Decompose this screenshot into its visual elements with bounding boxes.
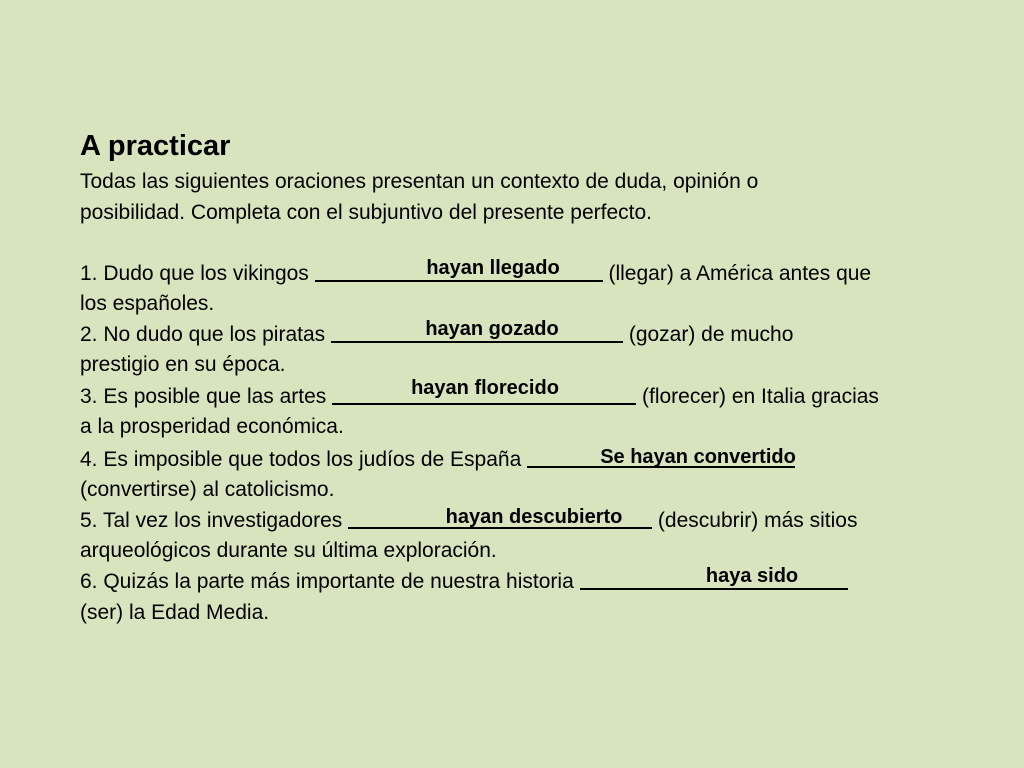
item-3-text-after: (florecer) en Italia gracias	[636, 385, 879, 408]
item-5-text-before: 5. Tal vez los investigadores	[80, 509, 349, 532]
item-6-text-before: 6. Quizás la parte más importante de nuestra historia	[80, 570, 580, 593]
instructions-line-1: Todas las siguientes oraciones presentan un contexto de duda, opinión o	[80, 170, 759, 193]
item-6-answer: haya sido	[705, 565, 799, 587]
item-1-text-before: 1. Dudo que los vikingos	[80, 262, 315, 285]
item-1-continuation: los españoles.	[80, 292, 215, 315]
item-1-text-after: (llegar) a América antes que	[602, 262, 872, 285]
item-6-continuation: (ser) la Edad Media.	[80, 601, 270, 624]
slide-title: A practicar	[80, 130, 231, 162]
item-4-answer: Se hayan convertido	[600, 446, 796, 468]
item-5-answer: hayan descubierto	[445, 506, 623, 528]
item-3-text-before: 3. Es posible que las artes	[80, 385, 333, 408]
item-3-answer: hayan florecido	[411, 377, 559, 399]
item-4-text-before: 4. Es imposible que todos los judíos de España	[80, 448, 528, 471]
item-4-continuation: (convertirse) al catolicismo.	[80, 478, 335, 501]
instructions-line-2: posibilidad. Completa con el subjuntivo del presente perfecto.	[80, 201, 653, 224]
item-2-answer: hayan gozado	[425, 318, 559, 340]
item-5-text-after: (descubrir) más sitios	[652, 509, 858, 532]
item-2-continuation: prestigio en su época.	[80, 353, 286, 376]
item-2-text-after: (gozar) de mucho	[623, 323, 794, 346]
item-5-continuation: arqueológicos durante su última exploración.	[80, 539, 497, 562]
item-2-text-before: 2. No dudo que los piratas	[80, 323, 331, 346]
item-1-answer: hayan llegado	[426, 257, 560, 279]
item-3-continuation: a la prosperidad económica.	[80, 415, 344, 438]
